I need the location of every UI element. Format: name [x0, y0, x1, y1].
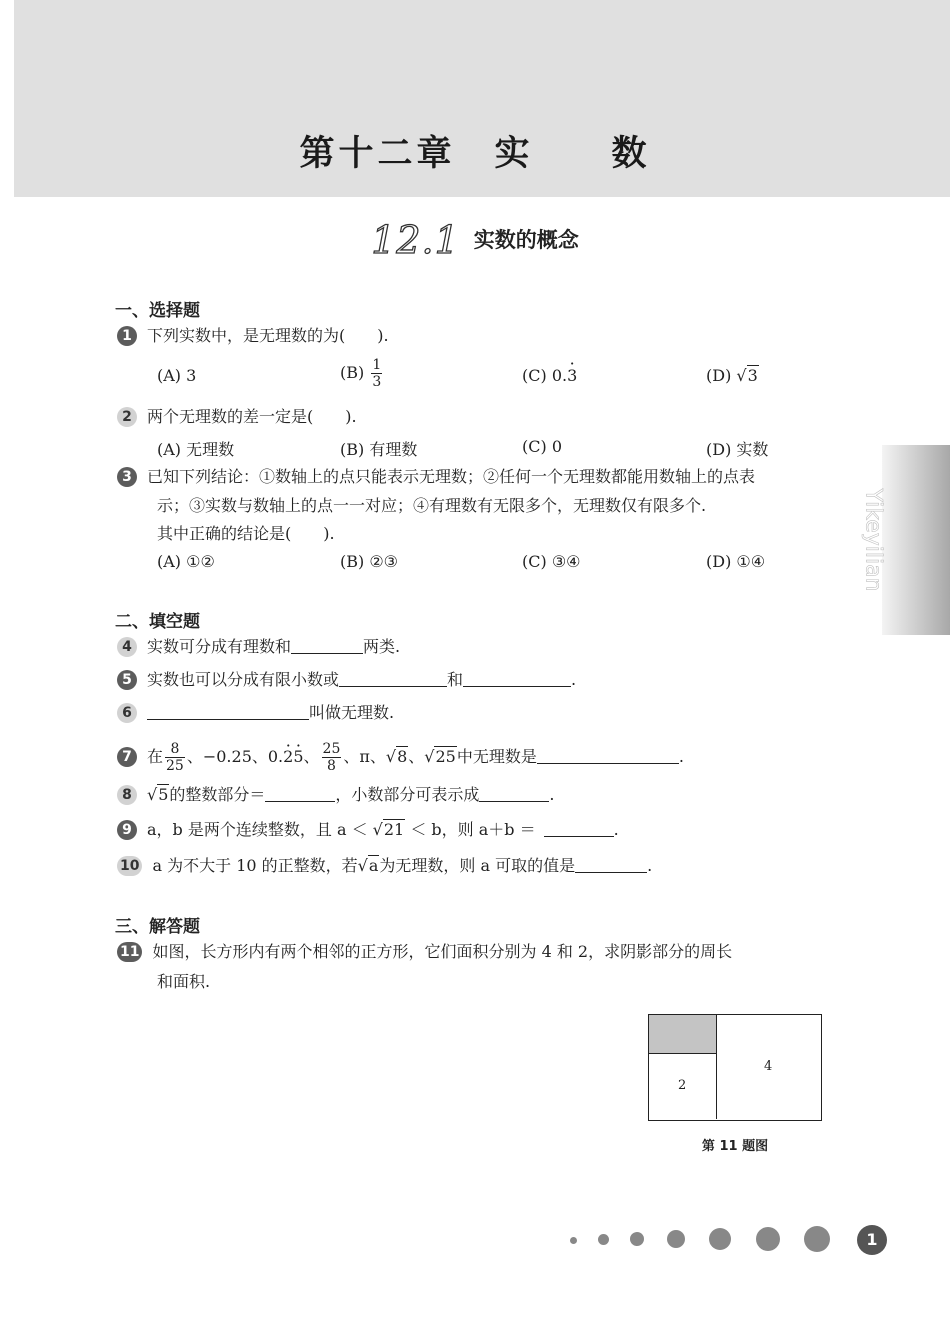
section-heading — [0, 218, 950, 262]
question-text: 已知下列结论：①数轴上的点只能表示无理数；②任何一个无理数都能用数轴上的点表 — [147, 467, 756, 486]
question-4 — [117, 636, 400, 658]
answer-blank[interactable] — [265, 785, 335, 802]
question-text: 两类. — [363, 637, 401, 656]
fraction — [165, 741, 185, 774]
question-text: . — [549, 785, 555, 804]
q2-option-c: (C) 0 — [522, 437, 562, 456]
q3-option-a: (A) ①② — [157, 552, 215, 571]
question-number: 9 — [117, 820, 137, 840]
q1-option-b — [340, 357, 384, 390]
fraction — [371, 357, 382, 390]
footer-dot — [630, 1232, 644, 1246]
question-5 — [117, 669, 576, 691]
question-11-line-2: 和面积. — [157, 972, 211, 991]
question-text: . — [613, 820, 619, 839]
numerator: 25 — [322, 741, 341, 757]
numerator: 8 — [165, 741, 185, 758]
footer-dot — [570, 1237, 577, 1244]
question-text: 为无理数，则 a 可取的值是 — [379, 856, 576, 875]
footer-dot — [709, 1228, 731, 1250]
question-text: 实数可分成有理数和 — [147, 637, 292, 656]
question-text: . — [647, 856, 653, 875]
footer-dot — [804, 1226, 830, 1252]
answer-blank[interactable] — [575, 856, 647, 873]
question-number: 7 — [117, 747, 137, 767]
side-label: Yikeyilian — [860, 488, 886, 592]
radicand: 3 — [747, 366, 758, 385]
question-1 — [117, 325, 389, 347]
question-number: 1 — [117, 326, 137, 346]
question-text: a，b 是两个连续整数，且 a ＜ √ — [147, 820, 383, 839]
radicand: 21 — [383, 820, 405, 839]
group-heading-choice: 一、选择题 — [115, 301, 200, 321]
question-text: 在 — [147, 747, 164, 766]
repeating-digit: · 2 — [283, 747, 293, 766]
answer-blank[interactable] — [479, 785, 549, 802]
question-text: a 为不大于 10 的正整数，若√ — [152, 856, 368, 875]
question-text: ＜ b，则 a＋b ＝ — [405, 820, 536, 839]
fraction — [322, 741, 342, 774]
question-number: 6 — [117, 703, 137, 723]
question-3-line-2: 示；③实数与数轴上的点一一对应；④有理数有无限多个，无理数仅有限多个. — [157, 496, 707, 515]
question-2 — [117, 406, 357, 428]
question-text: 和 — [447, 670, 464, 689]
chapter-title: 第十二章 实 数 — [299, 134, 651, 174]
question-number: 10 — [117, 856, 142, 876]
question-text: 、π、√ — [343, 747, 397, 766]
repeating-digit: · 5 — [293, 747, 303, 766]
q2-option-d: (D) 实数 — [706, 440, 769, 459]
answer-blank[interactable] — [339, 670, 447, 687]
radicand: 25 — [435, 747, 456, 766]
question-text: 下列实数中，是无理数的为( ). — [147, 326, 389, 345]
question-3 — [117, 466, 755, 488]
question-11 — [117, 941, 732, 963]
answer-blank[interactable] — [544, 820, 614, 837]
answer-blank[interactable] — [291, 637, 363, 654]
q3-option-d: (D) ①④ — [706, 552, 766, 571]
question-text: 、√ — [408, 747, 435, 766]
root-sign: √ — [147, 785, 158, 804]
question-text: 、−0.25、0. — [186, 747, 284, 766]
section-name: 实数的概念 — [473, 228, 579, 252]
footer-dot — [598, 1234, 609, 1245]
figure-caption: 第 11 题图 — [701, 1139, 769, 1154]
question-number: 3 — [117, 467, 137, 487]
denominator: 25 — [166, 758, 184, 774]
repeating-digit: · 3 — [567, 366, 577, 385]
option-label: (B) — [340, 363, 365, 382]
question-6 — [117, 702, 394, 724]
radicand: a — [368, 856, 379, 875]
question-number: 4 — [117, 637, 137, 657]
side-tab — [882, 445, 950, 635]
answer-blank[interactable] — [463, 670, 571, 687]
question-text: ，小数部分可表示成 — [335, 785, 480, 804]
q3-option-c: (C) ③④ — [522, 552, 581, 571]
question-text: 实数也可以分成有限小数或 — [147, 670, 340, 689]
radicand: 5 — [158, 785, 169, 804]
question-number: 11 — [117, 942, 142, 962]
rectangle-figure — [648, 1014, 822, 1121]
q1-option-d — [706, 366, 759, 385]
question-number: 8 — [117, 785, 137, 805]
question-text: 如图，长方形内有两个相邻的正方形，它们面积分别为 4 和 2，求阴影部分的周长 — [152, 942, 733, 961]
question-text: 的整数部分＝ — [169, 785, 266, 804]
group-heading-fill: 二、填空题 — [115, 612, 200, 632]
question-text: 两个无理数的差一定是( ). — [147, 407, 357, 426]
question-number: 2 — [117, 407, 137, 427]
denominator: 3 — [372, 374, 382, 390]
group-heading-answer: 三、解答题 — [115, 917, 200, 937]
option-label: (C) 0. — [522, 366, 568, 385]
radicand: 8 — [397, 747, 408, 766]
separator: 、 — [303, 747, 320, 766]
q3-option-b: (B) ②③ — [340, 552, 399, 571]
option-label: (D) √ — [706, 366, 747, 385]
q1-option-c — [522, 366, 577, 385]
small-square-label: 2 — [678, 1078, 687, 1093]
large-square-label: 4 — [764, 1059, 773, 1074]
question-7 — [117, 741, 684, 774]
question-10 — [117, 855, 652, 877]
question-9 — [117, 819, 619, 841]
shaded-region — [649, 1015, 716, 1054]
q2-option-a: (A) 无理数 — [157, 440, 235, 459]
question-number: 5 — [117, 670, 137, 690]
question-text: . — [571, 670, 577, 689]
footer-dot — [756, 1227, 780, 1251]
question-text: . — [678, 747, 684, 766]
question-8 — [117, 784, 555, 806]
section-number: 12.1 — [371, 218, 460, 262]
denominator: 8 — [327, 758, 336, 774]
divider-line — [716, 1015, 717, 1119]
page-number: 1 — [857, 1225, 887, 1255]
q2-option-b: (B) 有理数 — [340, 440, 418, 459]
answer-blank[interactable] — [147, 703, 309, 720]
numerator: 1 — [372, 357, 382, 373]
question-3-line-3: 其中正确的结论是( ). — [157, 524, 335, 543]
answer-blank[interactable] — [537, 747, 679, 764]
footer-dot — [667, 1230, 685, 1248]
q1-option-a: (A) 3 — [157, 366, 197, 385]
question-text: 中无理数是 — [456, 747, 537, 766]
question-text: 叫做无理数. — [309, 703, 395, 722]
